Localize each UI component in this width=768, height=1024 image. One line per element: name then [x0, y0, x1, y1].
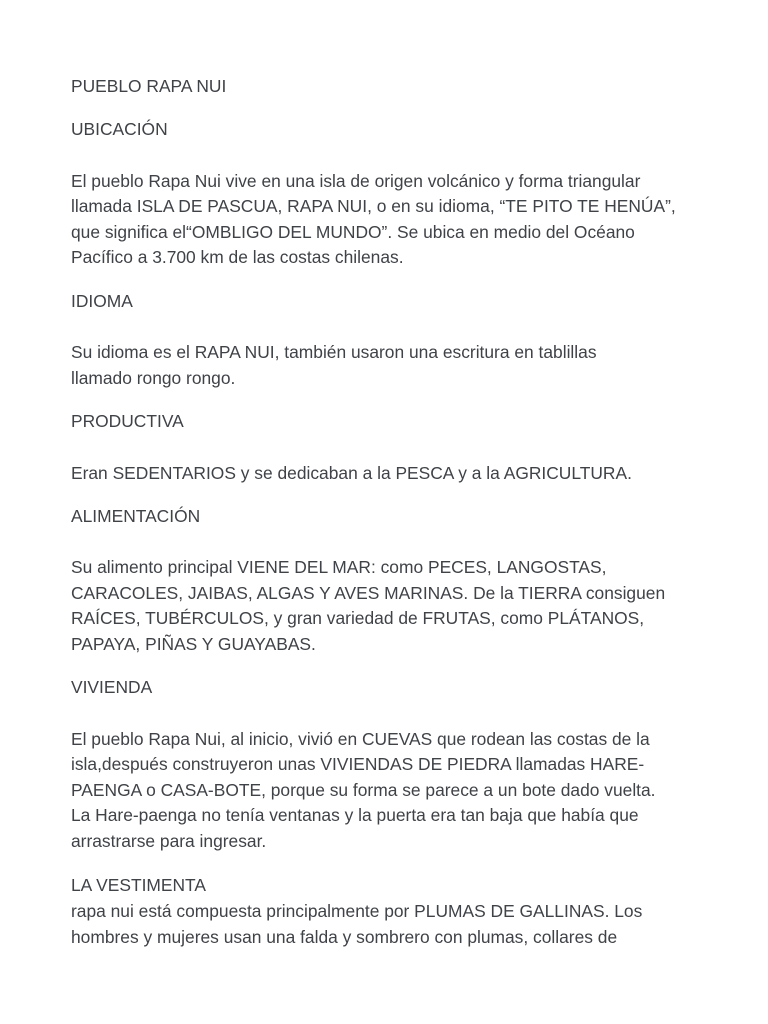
paragraph-line: rapa nui está compuesta principalmente por PLUMAS DE GALLINAS. Los: [71, 901, 643, 921]
paragraph-line: arrastrarse para ingresar.: [71, 831, 267, 851]
paragraph-line: isla,después construyeron unas VIVIENDAS DE PIEDRA llamadas HARE-: [71, 754, 645, 774]
section-heading-productiva: PRODUCTIVA: [71, 411, 184, 431]
paragraph-line: El pueblo Rapa Nui vive en una isla de origen volcánico y forma triangular: [71, 171, 641, 191]
paragraph-line: Su alimento principal VIENE DEL MAR: como PECES, LANGOSTAS,: [71, 557, 607, 577]
section-heading-idioma: IDIOMA: [71, 291, 133, 311]
section-heading-ubicacion: UBICACIÓN: [71, 119, 168, 139]
paragraph-line: Su idioma es el RAPA NUI, también usaron una escritura en tablillas: [71, 342, 597, 362]
paragraph-line: PAPAYA, PIÑAS Y GUAYABAS.: [71, 634, 316, 654]
paragraph-line: Eran SEDENTARIOS y se dedicaban a la PESCA y a la AGRICULTURA.: [71, 463, 632, 483]
paragraph-line: llamada ISLA DE PASCUA, RAPA NUI, o en su idioma, “TE PITO TE HENÚA”,: [71, 196, 676, 216]
paragraph-line: que significa el“OMBLIGO DEL MUNDO”. Se ubica en medio del Océano: [71, 222, 635, 242]
paragraph-line: PAENGA o CASA-BOTE, porque su forma se parece a un bote dado vuelta.: [71, 780, 656, 800]
document-title: PUEBLO RAPA NUI: [71, 76, 227, 96]
paragraph-line: RAÍCES, TUBÉRCULOS, y gran variedad de FRUTAS, como PLÁTANOS,: [71, 608, 645, 628]
paragraph-line: CARACOLES, JAIBAS, ALGAS Y AVES MARINAS. De la TIERRA consiguen: [71, 583, 666, 603]
paragraph-line: hombres y mujeres usan una falda y sombrero con plumas, collares de: [71, 927, 618, 947]
section-heading-vestimenta: LA VESTIMENTA: [71, 875, 206, 895]
paragraph-line: El pueblo Rapa Nui, al inicio, vivió en CUEVAS que rodean las costas de la: [71, 729, 650, 749]
section-heading-vivienda: VIVIENDA: [71, 677, 153, 697]
paragraph-line: llamado rongo rongo.: [71, 368, 236, 388]
paragraph-line: La Hare-paenga no tenía ventanas y la puerta era tan baja que había que: [71, 805, 639, 825]
paragraph-line: Pacífico a 3.700 km de las costas chilenas.: [71, 247, 404, 267]
section-heading-alimentacion: ALIMENTACIÓN: [71, 506, 201, 526]
